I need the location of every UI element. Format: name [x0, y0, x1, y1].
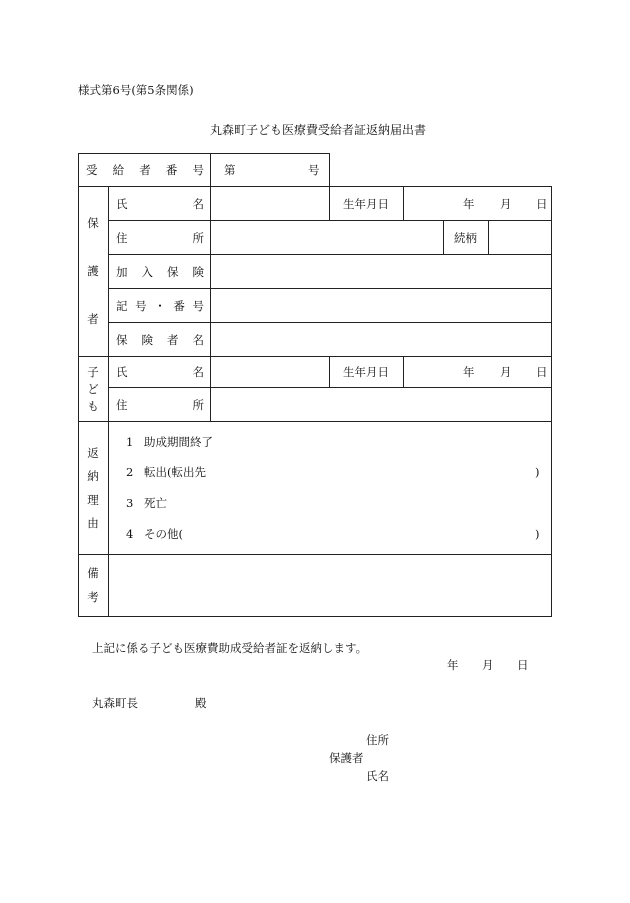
table-line — [78, 554, 552, 555]
guardian-section-label: 保 護 者 — [87, 216, 99, 326]
table-line — [108, 220, 552, 221]
child-section-label: 子 ど も — [87, 365, 99, 413]
table-line — [78, 421, 552, 422]
symbol-number-label: 記 号 ・ 番 号 — [116, 299, 204, 313]
table-line — [78, 356, 552, 357]
reason-1-text: 助成期間終了 — [144, 435, 213, 449]
addressee-mayor: 丸森町長 — [92, 696, 138, 710]
reason-2-text: 転出(転出先 — [144, 465, 206, 479]
child-dob-year: 年 — [463, 365, 475, 379]
relationship-label: 続柄 — [454, 231, 477, 245]
reason-section-label: 返 納 理 由 — [87, 446, 99, 530]
guardian-address-label: 住 所 — [116, 231, 204, 245]
reason-3-number: 3 — [126, 496, 134, 510]
remarks-label: 備 考 — [87, 566, 99, 604]
return-statement: 上記に係る子ども医療費助成受給者証を返納します。 — [92, 641, 368, 655]
reason-4-paren-close: ) — [535, 527, 540, 541]
guardian-dob-month: 月 — [500, 197, 512, 211]
reason-2-number: 2 — [126, 465, 134, 479]
recipient-number-label: 受 給 者 番 号 — [86, 163, 204, 177]
table-line — [108, 322, 552, 323]
form-reference: 様式第6号(第5条関係) — [78, 83, 194, 97]
table-border-right — [551, 186, 552, 617]
guardian-dob-label: 生年月日 — [343, 197, 389, 211]
form-table — [78, 153, 552, 617]
reason-1-number: 1 — [126, 435, 134, 449]
insurer-name-label: 保 険 者 名 — [116, 333, 204, 347]
reason-4-text: その他( — [144, 527, 183, 541]
table-line — [108, 421, 109, 617]
reason-4-number: 4 — [126, 527, 134, 541]
submit-date-month: 月 — [482, 658, 494, 672]
table-line — [329, 356, 330, 388]
table-line — [78, 186, 552, 187]
child-address-label: 住 所 — [116, 398, 204, 412]
recipient-number-suffix: 号 — [308, 163, 320, 177]
table-line — [488, 220, 489, 255]
guardian-dob-day: 日 — [536, 197, 548, 211]
addressee-honorific: 殿 — [195, 696, 207, 710]
child-dob-label: 生年月日 — [343, 365, 389, 379]
table-line — [403, 186, 404, 221]
submit-date-day: 日 — [517, 658, 529, 672]
table-line — [108, 288, 552, 289]
applicant-guardian-label: 保護者 — [329, 751, 364, 765]
recipient-number-prefix: 第 — [224, 163, 236, 177]
table-line — [210, 153, 211, 422]
applicant-address-label: 住所 — [366, 733, 389, 747]
insurance-label: 加 入 保 険 — [116, 265, 204, 279]
child-dob-day: 日 — [536, 365, 548, 379]
table-line — [443, 220, 444, 255]
table-line — [403, 356, 404, 388]
table-line — [329, 186, 330, 221]
table-line — [329, 153, 330, 187]
table-line — [108, 254, 552, 255]
applicant-name-label: 氏名 — [366, 769, 389, 783]
table-border-top — [78, 153, 330, 154]
child-dob-month: 月 — [500, 365, 512, 379]
submit-date-year: 年 — [447, 658, 459, 672]
table-border-bottom — [78, 616, 552, 617]
table-line — [108, 186, 109, 422]
form-title: 丸森町子ども医療費受給者証返納届出書 — [210, 123, 427, 137]
guardian-name-label: 氏 名 — [116, 197, 204, 211]
child-name-label: 氏 名 — [116, 365, 204, 379]
table-line — [108, 387, 552, 388]
reason-2-paren-close: ) — [535, 465, 540, 479]
guardian-dob-year: 年 — [463, 197, 475, 211]
reason-3-text: 死亡 — [144, 496, 167, 510]
